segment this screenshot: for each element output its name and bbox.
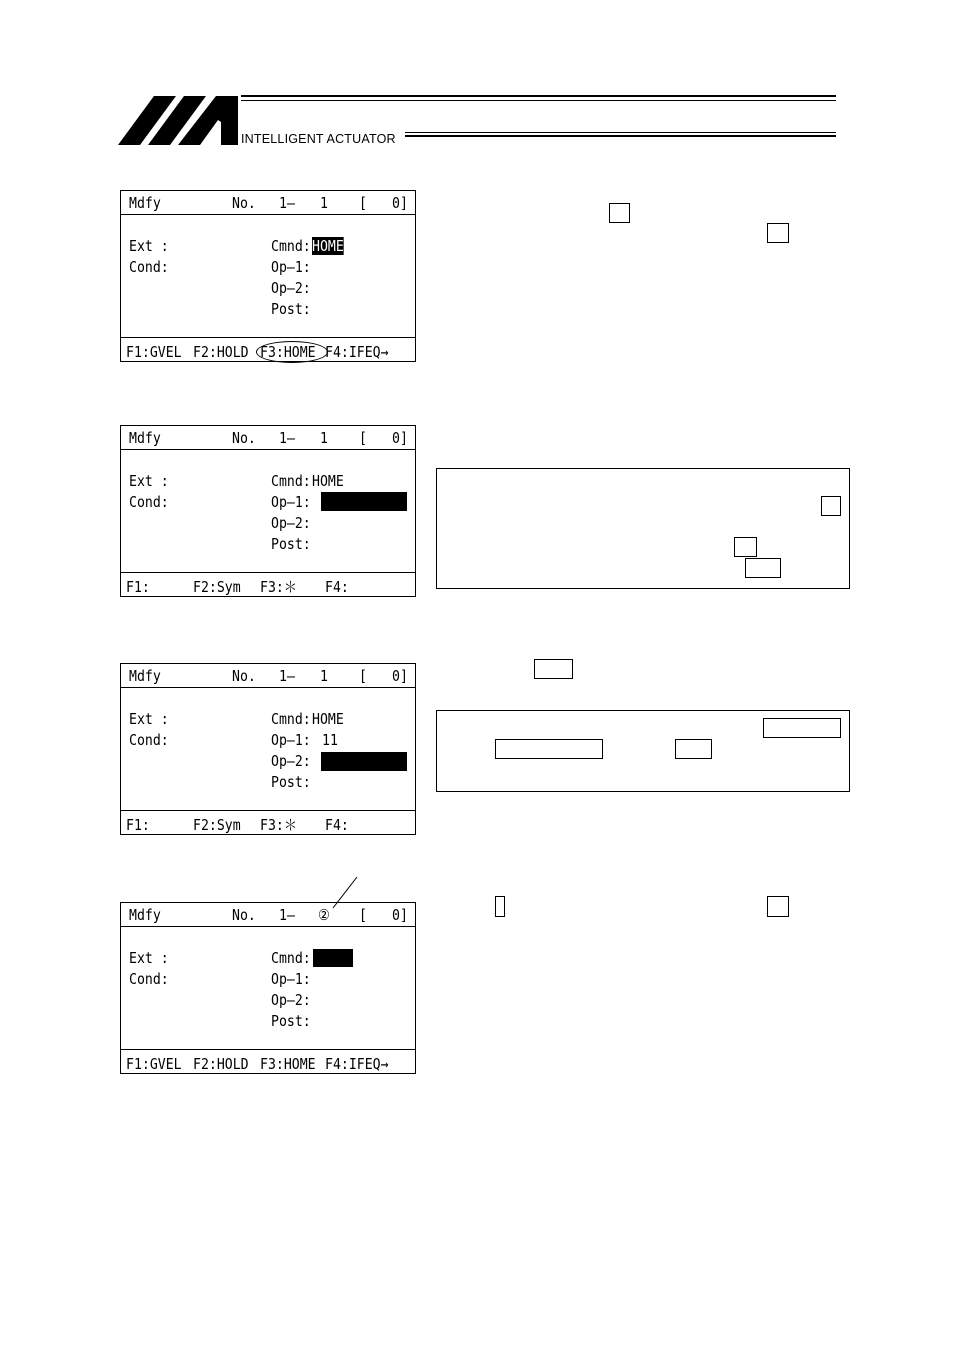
post-label: Post: bbox=[271, 773, 311, 791]
op2-label: Op–2: bbox=[271, 279, 311, 297]
f3-key[interactable]: F3:HOME bbox=[260, 343, 316, 361]
cmnd-value[interactable]: HOME bbox=[312, 237, 344, 255]
key-box bbox=[745, 558, 781, 578]
cmnd-label: Cmnd: bbox=[271, 237, 311, 255]
cond-label: Cond: bbox=[129, 731, 169, 749]
f1-key[interactable]: F1:GVEL bbox=[126, 1055, 182, 1073]
no-label: No. bbox=[232, 194, 256, 212]
key-box bbox=[821, 496, 841, 516]
bracket-value: 0] bbox=[392, 906, 408, 924]
no-label: No. bbox=[232, 667, 256, 685]
cond-label: Cond: bbox=[129, 970, 169, 988]
cmnd-value: HOME bbox=[312, 472, 344, 490]
header-rule-top bbox=[241, 95, 836, 97]
f1-key[interactable]: F1: bbox=[126, 578, 150, 596]
bracket-value: 0] bbox=[392, 429, 408, 447]
op1-label: Op–1: bbox=[271, 258, 311, 276]
header-rule-bottom bbox=[405, 132, 836, 133]
ext-label: Ext : bbox=[129, 472, 169, 490]
cond-label: Cond: bbox=[129, 258, 169, 276]
bracket-value: 0] bbox=[392, 667, 408, 685]
header-rule-bottom-2 bbox=[405, 135, 836, 137]
key-box bbox=[534, 659, 573, 679]
cmnd-label: Cmnd: bbox=[271, 949, 311, 967]
brand-name: INTELLIGENT ACTUATOR bbox=[241, 132, 396, 146]
key-box bbox=[767, 896, 789, 917]
op1-value: 11 bbox=[322, 731, 338, 749]
f2-key[interactable]: F2:Sym bbox=[193, 816, 241, 834]
f1-key[interactable]: F1: bbox=[126, 816, 150, 834]
ext-label: Ext : bbox=[129, 949, 169, 967]
op2-label: Op–2: bbox=[271, 514, 311, 532]
key-box bbox=[675, 739, 712, 759]
key-box bbox=[609, 203, 630, 223]
op2-label: Op–2: bbox=[271, 991, 311, 1009]
mode-label: Mdfy bbox=[129, 667, 161, 685]
f2-key[interactable]: F2:HOLD bbox=[193, 343, 249, 361]
no-label: No. bbox=[232, 906, 256, 924]
op2-input-cursor[interactable] bbox=[321, 752, 407, 771]
f1-key[interactable]: F1:GVEL bbox=[126, 343, 182, 361]
teaching-pendant-screen-3 bbox=[120, 663, 416, 835]
key-box bbox=[495, 739, 603, 759]
f2-key[interactable]: F2:Sym bbox=[193, 578, 241, 596]
f3-key[interactable]: F3:＊ bbox=[260, 578, 298, 596]
step-number: ② bbox=[318, 906, 330, 924]
teaching-pendant-screen-1 bbox=[120, 190, 416, 362]
f2-key[interactable]: F2:HOLD bbox=[193, 1055, 249, 1073]
bracket-open: [ bbox=[359, 429, 367, 447]
note-box bbox=[436, 468, 850, 589]
f4-key[interactable]: F4: bbox=[325, 816, 349, 834]
post-label: Post: bbox=[271, 1012, 311, 1030]
program-number: 1– bbox=[279, 429, 295, 447]
key-box bbox=[767, 223, 789, 243]
ext-label: Ext : bbox=[129, 710, 169, 728]
mode-label: Mdfy bbox=[129, 906, 161, 924]
op1-input-cursor[interactable] bbox=[321, 492, 407, 511]
op1-label: Op–1: bbox=[271, 493, 311, 511]
f3-key[interactable]: F3:＊ bbox=[260, 816, 298, 834]
iai-logo bbox=[118, 92, 243, 148]
f4-key[interactable]: F4: bbox=[325, 578, 349, 596]
bracket-open: [ bbox=[359, 667, 367, 685]
ext-label: Ext : bbox=[129, 237, 169, 255]
key-box bbox=[763, 718, 841, 738]
key-box bbox=[734, 537, 757, 557]
f3-highlight-ring bbox=[256, 341, 328, 363]
cmnd-input-cursor[interactable] bbox=[313, 949, 353, 967]
post-label: Post: bbox=[271, 300, 311, 318]
teaching-pendant-screen-4 bbox=[120, 902, 416, 1074]
cmnd-label: Cmnd: bbox=[271, 472, 311, 490]
post-label: Post: bbox=[271, 535, 311, 553]
cmnd-value: HOME bbox=[312, 710, 344, 728]
header-rule-top-2 bbox=[241, 100, 836, 101]
mode-label: Mdfy bbox=[129, 194, 161, 212]
cond-label: Cond: bbox=[129, 493, 169, 511]
f4-key[interactable]: F4:IFEQ→ bbox=[325, 343, 389, 361]
mode-label: Mdfy bbox=[129, 429, 161, 447]
program-number: 1– bbox=[279, 906, 295, 924]
cmnd-label: Cmnd: bbox=[271, 710, 311, 728]
program-number: 1– bbox=[279, 194, 295, 212]
op2-label: Op–2: bbox=[271, 752, 311, 770]
op1-label: Op–1: bbox=[271, 731, 311, 749]
key-box bbox=[495, 896, 505, 917]
step-number: 1 bbox=[320, 429, 328, 447]
step-number: 1 bbox=[320, 667, 328, 685]
teaching-pendant-screen-2 bbox=[120, 425, 416, 597]
no-label: No. bbox=[232, 429, 256, 447]
f4-key[interactable]: F4:IFEQ→ bbox=[325, 1055, 389, 1073]
bracket-open: [ bbox=[359, 906, 367, 924]
op1-label: Op–1: bbox=[271, 970, 311, 988]
bracket-value: 0] bbox=[392, 194, 408, 212]
f3-key[interactable]: F3:HOME bbox=[260, 1055, 316, 1073]
program-number: 1– bbox=[279, 667, 295, 685]
step-number: 1 bbox=[320, 194, 328, 212]
bracket-open: [ bbox=[359, 194, 367, 212]
